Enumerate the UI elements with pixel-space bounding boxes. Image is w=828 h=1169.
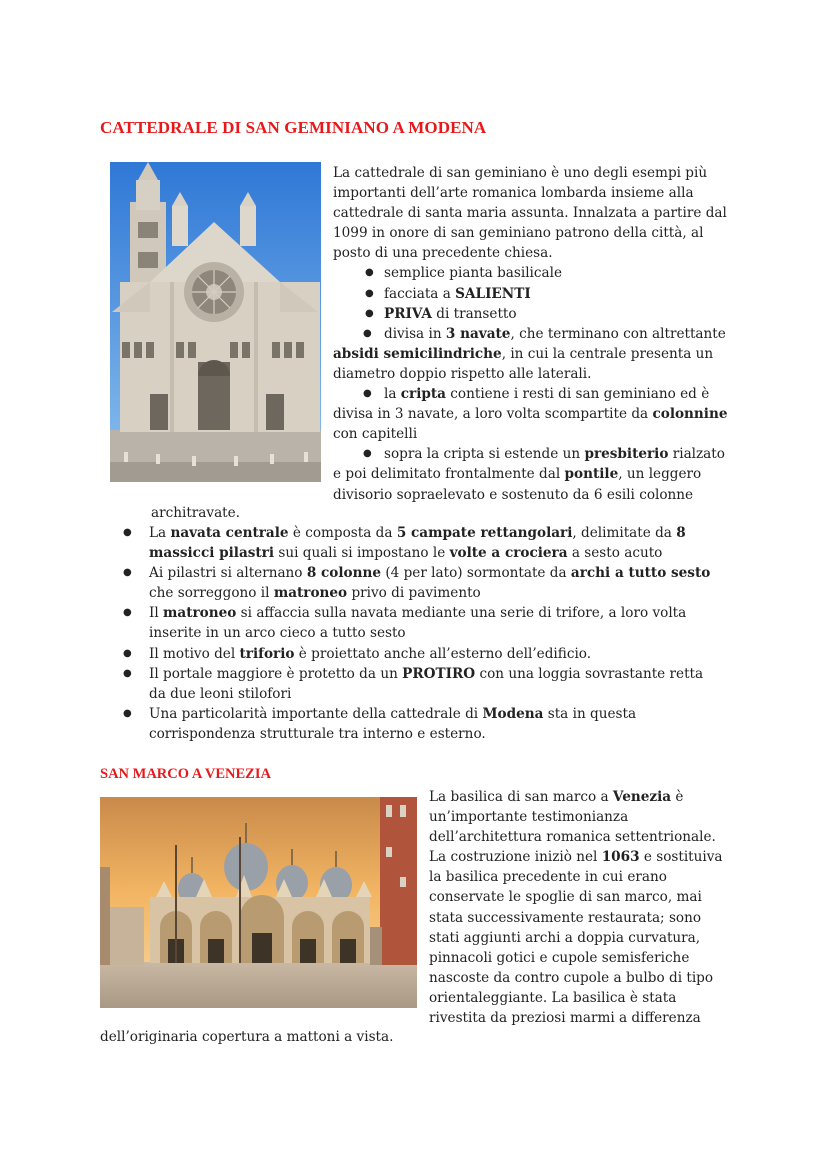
modena-cathedral-photo (110, 162, 321, 482)
modena-intro: La cattedrale di san geminiano è uno degli esempi più importanti dell’arte romanica lombarda insieme alla cattedrale di santa maria assunta. Innalzata a partire dal 1099 in onore di san geminiano patrono della città, al posto di una precedente chiesa. (333, 165, 727, 262)
list-item: ● Il matroneo si affaccia sulla navata mediante una serie di trifore, a loro volta inserite in un arco cieco a tutto sesto (121, 603, 721, 643)
san-marco-photo (100, 797, 417, 1008)
list-item: ● facciata a SALIENTI (363, 284, 728, 304)
list-item: ● semplice pianta basilicale (363, 263, 728, 283)
san-marco-paragraph-tail: dell’originaria copertura a mattoni a vista. (100, 1029, 394, 1045)
list-item-tail: architravate. (151, 505, 240, 521)
list-item: ● Il motivo del triforio è proiettato anche all’esterno dell’edificio. (121, 644, 721, 664)
section-title-modena: CATTEDRALE DI SAN GEMINIANO A MODENA (100, 118, 487, 137)
list-item: ● La navata centrale è composta da 5 campate rettangolari, delimitate da 8 massicci pilastri sui quali si impostano le volte a crociera a sesto acuto (121, 523, 721, 563)
list-item: ● PRIVA di transetto (363, 304, 728, 324)
list-item: ● Ai pilastri si alternano 8 colonne (4 per lato) sormontate da archi a tutto sesto che sorreggono il matroneo privo di pavimento (121, 563, 721, 603)
list-item: ● sopra la cripta si estende un presbiterio rialzato e poi delimitato frontalmente dal pontile, un leggero divisorio sopraelevato e sostenuto da 6 esili colonne (333, 446, 725, 503)
list-item: ● divisa in 3 navate, che terminano con altrettante absidi semicilindriche, in cui la centrale presenta un diametro doppio rispetto alle laterali. (333, 325, 726, 382)
section-title-venezia: SAN MARCO A VENEZIA (100, 766, 271, 782)
list-item: ● la cripta contiene i resti di san geminiano ed è divisa in 3 navate, a loro volta scompartite da colonnine con capitelli (333, 386, 728, 443)
list-item: ● Il portale maggiore è protetto da un PROTIRO con una loggia sovrastante retta da due leoni stilofori (121, 664, 721, 704)
list-item: ● Una particolarità importante della cattedrale di Modena sta in questa corrispondenza strutturale tra interno e esterno. (121, 704, 721, 744)
san-marco-paragraph: La basilica di san marco a Venezia è un’importante testimonianza dell’architettura romanica settentrionale. La costruzione iniziò nel 1063 e sostituiva la basilica precedente in cui erano conservate le spoglie di san marco, mai stata successivamente restaurata; sono stati aggiunti archi a doppia curvatura, pinnacoli gotici e cupole semisferiche nascoste da contro cupole a bulbo di tipo orientaleggiante. La basilica è stata rivestita da preziosi marmi a differenza (429, 789, 723, 1027)
